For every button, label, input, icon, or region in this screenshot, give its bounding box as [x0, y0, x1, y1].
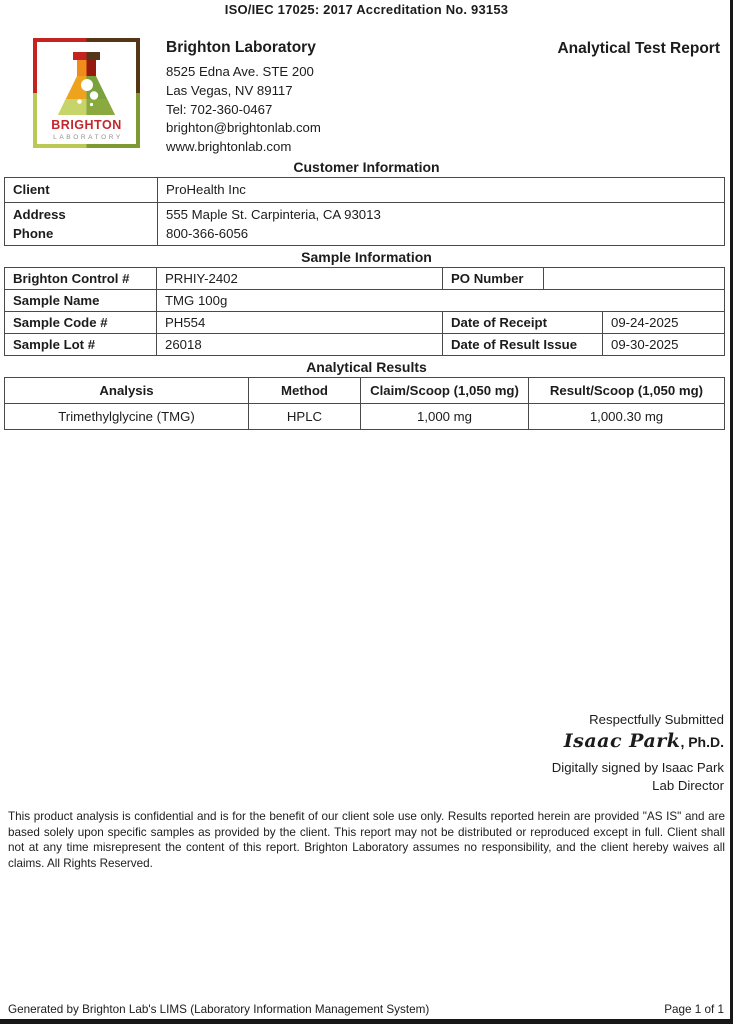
sample-code-label: Sample Code # — [5, 311, 157, 333]
signatory-role: Lab Director — [652, 778, 724, 793]
table-row — [5, 267, 725, 289]
po-number-value — [544, 267, 725, 289]
result-value: 1,000.30 mg — [529, 403, 725, 429]
digitally-signed-text: Digitally signed by Isaac Park — [551, 760, 724, 775]
lab-name: Brighton Laboratory — [166, 39, 316, 56]
lab-email: brighton@brightonlab.com — [166, 120, 321, 136]
customer-information-table — [4, 177, 725, 246]
table-row — [5, 403, 725, 429]
sample-information-table — [4, 267, 725, 356]
lab-contact-block — [166, 38, 321, 157]
control-number-label: Brighton Control # — [5, 267, 157, 289]
sample-lot-value: 26018 — [157, 333, 443, 355]
po-number-label: PO Number — [443, 267, 544, 289]
column-header-analysis: Analysis — [5, 377, 249, 403]
phone-label: Phone — [13, 225, 54, 241]
page-footer — [8, 1003, 724, 1016]
client-value: ProHealth Inc — [158, 177, 725, 202]
method-value: HPLC — [249, 403, 361, 429]
footer-page-number: Page 1 of 1 — [664, 1003, 724, 1016]
lab-phone: Tel: 702-360-0467 — [166, 101, 273, 117]
scan-edge-bottom — [0, 1019, 733, 1024]
claim-value: 1,000 mg — [361, 403, 529, 429]
table-row — [5, 289, 725, 311]
report-title: Analytical Test Report — [557, 40, 720, 57]
control-number-value: PRHIY-2402 — [157, 267, 443, 289]
logo-brand-text: BRIGHTON — [51, 118, 122, 132]
lab-address-line1: 8525 Edna Ave. STE 200 — [166, 64, 314, 79]
lab-address-line2: Las Vegas, NV 89117 — [166, 82, 293, 98]
table-row — [5, 202, 725, 245]
phone-value: 800-366-6056 — [166, 225, 249, 241]
brighton-lab-logo — [33, 38, 140, 153]
date-of-result-issue-label: Date of Result Issue — [443, 333, 603, 355]
report-header — [33, 38, 724, 157]
date-of-result-issue-value: 09-30-2025 — [603, 333, 725, 355]
column-header-result: Result/Scoop (1,050 mg) — [529, 377, 725, 403]
signatory-suffix: , Ph.D. — [680, 734, 724, 750]
respectfully-submitted-text: Respectfully Submitted — [589, 712, 724, 727]
address-label: Address — [13, 206, 66, 222]
sample-information-heading: Sample Information — [301, 248, 432, 265]
sample-name-label: Sample Name — [5, 289, 157, 311]
logo-sub-text: LABORATORY — [53, 134, 123, 141]
column-header-claim: Claim/Scoop (1,050 mg) — [361, 377, 529, 403]
date-of-receipt-value: 09-24-2025 — [603, 311, 725, 333]
column-header-method: Method — [249, 377, 361, 403]
sample-code-value: PH554 — [157, 311, 443, 333]
address-value: 555 Maple St. Carpinteria, CA 93013 — [166, 206, 381, 222]
address-phone-labels — [5, 202, 158, 245]
disclaimer-paragraph: This product analysis is confidential and is for the benefit of our client sole use only. Results reported herein are provided "AS IS" and are based solely upon specific samples as provided by the client. This report may not be distributed or reproduced except in full. Client shall not at any time misrepresent the content of this report. Brighton Laboratory assumes no responsibility, and the client hereby waives all claims. All Rights Reserved. — [8, 810, 725, 870]
lab-website: www.brightonlab.com — [166, 139, 292, 155]
signature-script: Isaac Park — [563, 730, 681, 752]
table-row — [5, 333, 725, 355]
signatory-name — [552, 730, 724, 752]
analysis-value: Trimethylglycine (TMG) — [5, 403, 249, 429]
table-header-row — [5, 377, 725, 403]
accreditation-line: ISO/IEC 17025: 2017 Accreditation No. 93153 — [224, 2, 509, 17]
table-row — [5, 177, 725, 202]
date-of-receipt-label: Date of Receipt — [443, 311, 603, 333]
footer-generated-by: Generated by Brighton Lab's LIMS (Laboratory Information Management System) — [8, 1003, 430, 1016]
address-phone-values — [158, 202, 725, 245]
client-label: Client — [5, 177, 158, 202]
table-row — [5, 311, 725, 333]
lab-flask-logo-icon — [33, 38, 140, 148]
sample-lot-label: Sample Lot # — [5, 333, 157, 355]
signature-block — [552, 712, 724, 793]
analytical-results-heading: Analytical Results — [306, 358, 427, 375]
analytical-results-table — [4, 377, 725, 430]
sample-name-value: TMG 100g — [157, 289, 725, 311]
customer-information-heading: Customer Information — [293, 158, 440, 175]
